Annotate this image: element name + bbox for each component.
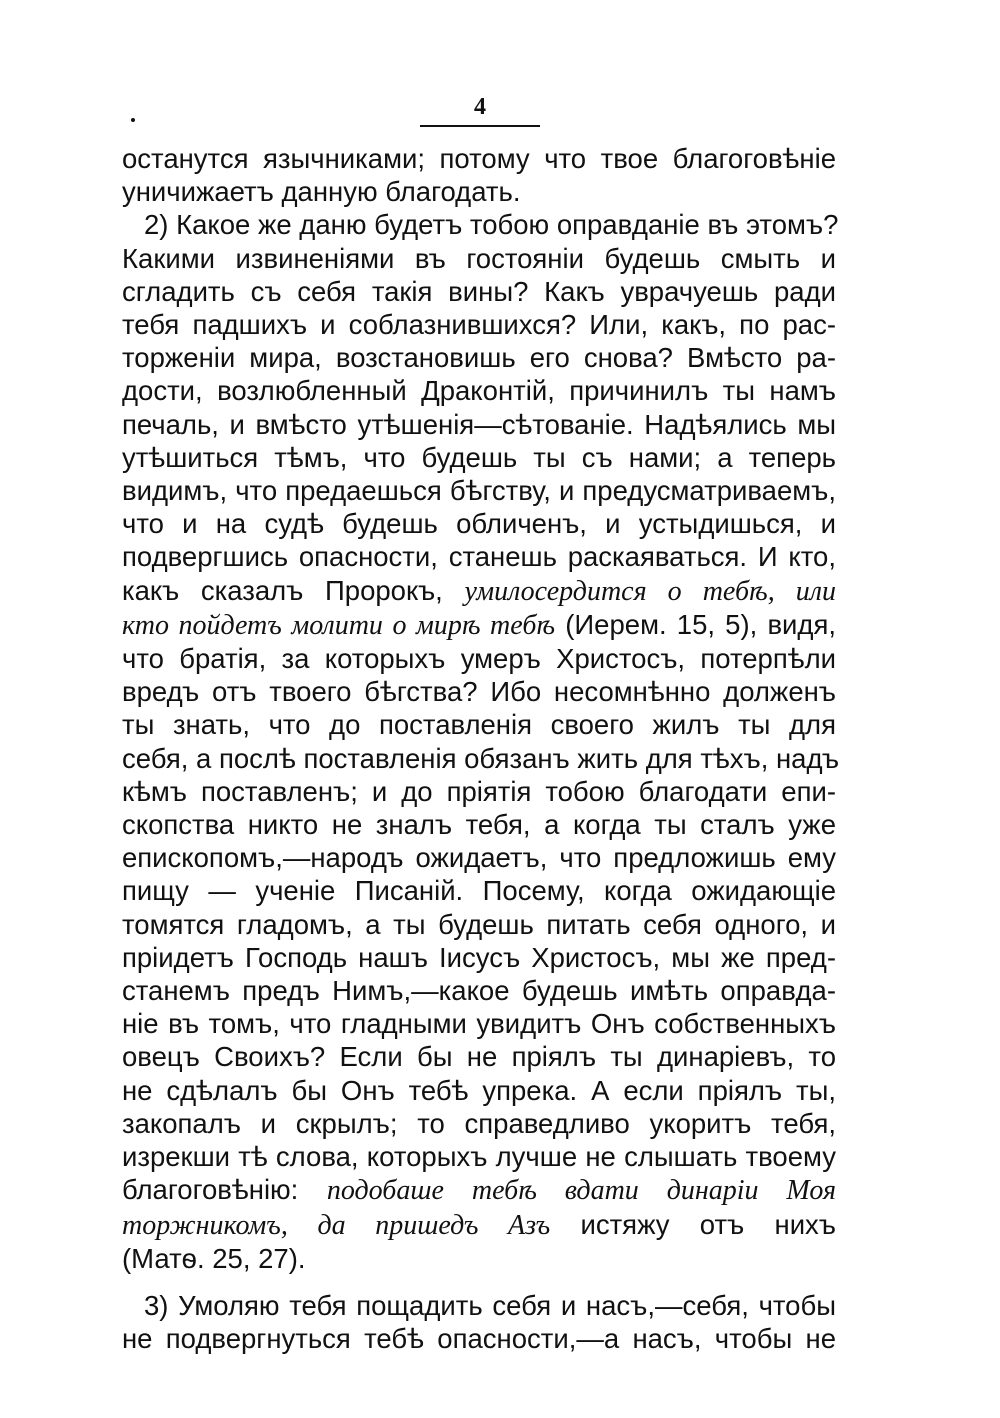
text-line: подвергшись опасности, станешь раскаяваться. И кто, [122, 541, 836, 573]
header-rule [420, 125, 540, 127]
text-line: утѣшиться тѣмъ, что будешь ты съ нами; а теперь [122, 441, 836, 473]
text-line: епископомъ,—народъ ожидаетъ, что предложишь ему [122, 842, 836, 874]
text-line: ніе въ томъ, что гладными увидитъ Онъ собственныхъ [122, 1008, 836, 1040]
paragraph-2-first-line: 2) Какое же даню будетъ тобою оправданіе въ этомъ? [144, 209, 839, 241]
scripture-quote: торжникомъ, да пришедъ Азъ [122, 1209, 551, 1241]
scripture-quote: подобаше тебѣ вдати динаріи Моя [326, 1175, 836, 1207]
text-line: какъ сказалъ Пророкъ, умилосердится о тебѣ, или [122, 574, 836, 607]
paragraph-gap [122, 1275, 836, 1289]
text-line: себя, а послѣ поставленія обязанъ жить для тѣхъ, надъ [122, 742, 840, 774]
body-text [122, 142, 840, 1355]
paragraph-3-first-line: 3) Умоляю тебя пощадить себя и насъ,—себя, чтобы [144, 1289, 836, 1321]
text-line: пищу — ученіе Писаній. Посему, когда ожидающіе [122, 875, 836, 907]
text-line: скопства никто не зналъ тебя, а когда ты сталъ уже [122, 809, 836, 841]
text-line: пріидетъ Господь нашъ Іисусъ Христосъ, мы же пред- [122, 941, 836, 973]
text-line: изрекши тѣ слова, которыхъ лучше не слышать твоему [122, 1141, 836, 1173]
text-line: станемъ предъ Нимъ,—какое будешь имѣть оправда- [122, 975, 836, 1007]
text-line: печаль, и вмѣсто утѣшенія—сѣтованіе. Надѣялись мы [122, 408, 836, 440]
text-line: не сдѣлалъ бы Онъ тебѣ упрека. А если пріялъ ты, [122, 1074, 836, 1106]
text-line: торжникомъ, да пришедъ Азъ истяжу отъ нихъ [122, 1208, 836, 1241]
text-line: что братія, за которыхъ умеръ Христосъ, потерпѣли [122, 643, 836, 675]
text-line: не подвергнуться тебѣ опасности,—а насъ, чтобы не [122, 1323, 836, 1355]
text-line: вредъ отъ твоего бѣгства? Ибо несомнѣнно долженъ [122, 676, 836, 708]
text-line: что и на судѣ будешь обличенъ, и устыдишься, и [122, 508, 836, 540]
scripture-quote: кто пойдетъ молити о мирѣ тебѣ [122, 609, 556, 641]
text-line: торженіи мира, возстановишь его снова? Вмѣсто ра- [122, 342, 836, 374]
text-line: томятся гладомъ, а ты будешь питать себя одного, и [122, 908, 836, 940]
text-line: ты знать, что до поставленія своего жилъ ты для [122, 709, 836, 741]
text-line: Какими извиненіями въ гостояніи будешь смыть и [122, 242, 836, 274]
text-line: останутся язычниками; потому что твое благоговѣніе [122, 143, 836, 174]
text-line: закопалъ и скрылъ; то справедливо укоритъ тебя, [122, 1107, 836, 1139]
text-line: дости, возлюбленный Драконтій, причинилъ ты намъ [122, 375, 836, 407]
text-line: сгладить съ себя такія вины? Какъ уврачуешь ради [122, 275, 836, 307]
page-number: 4 [474, 94, 486, 120]
text-line: (Матѳ. 25, 27). [122, 1242, 306, 1274]
scripture-quote: умилосердится о тебѣ, или [464, 575, 836, 607]
text-line: уничижаетъ данную благодать. [122, 176, 521, 208]
text-line: кто пойдетъ молити о мирѣ тебѣ (Иерем. 15, 5), видя, [122, 608, 836, 641]
text-line: овецъ Своихъ? Если бы не пріялъ ты динаріевъ, то [122, 1041, 836, 1073]
text-line: кѣмъ поставленъ; и до пріятія тобою благодати епи- [122, 775, 836, 807]
text-line: тебя падшихъ и соблазнившихся? Или, какъ, по рас- [122, 309, 836, 341]
text-line: благоговѣнію: подобаше тебѣ вдати динаріи Моя [122, 1174, 836, 1207]
print-speck [131, 118, 135, 122]
text-line: видимъ, что предаешься бѣгству, и предусматриваемъ, [122, 475, 836, 507]
